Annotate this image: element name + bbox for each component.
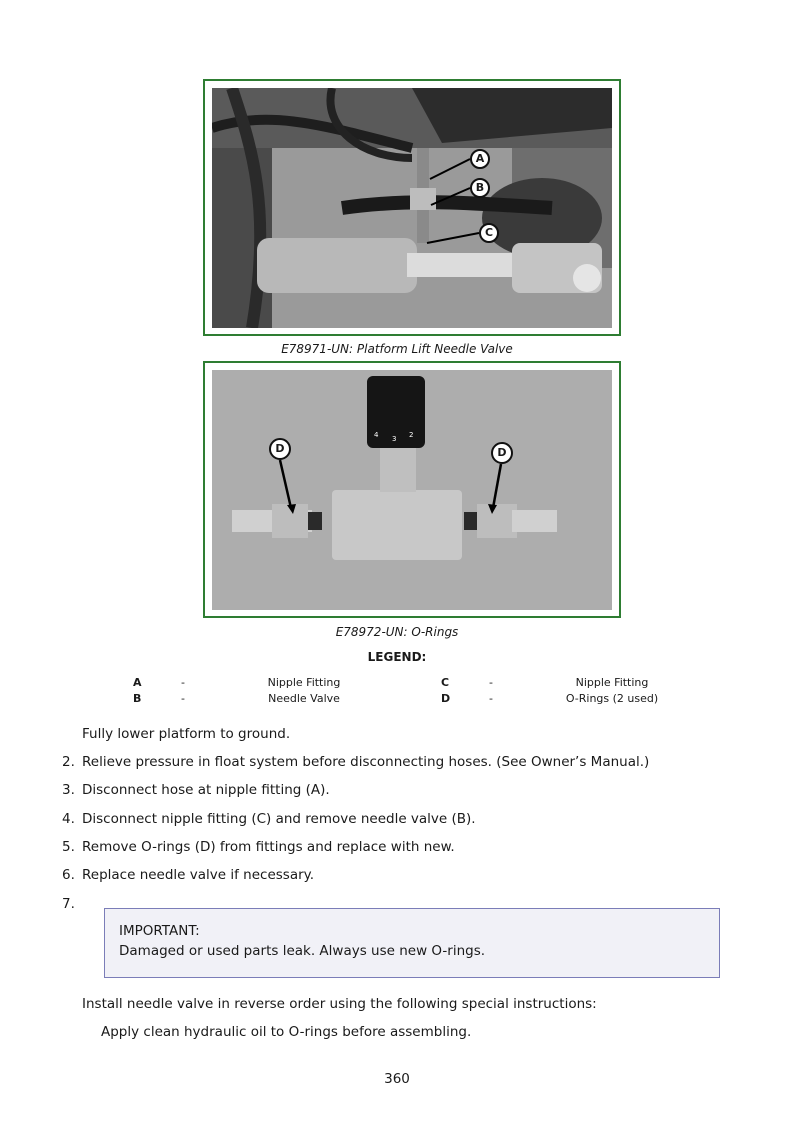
figure-platform-lift-needle-valve (203, 79, 621, 336)
step-number: 5. (62, 839, 75, 855)
callout-b: B (470, 178, 490, 198)
dial-number-3: 3 (392, 435, 397, 443)
important-title: IMPORTANT: (119, 923, 200, 939)
legend-row (0, 692, 794, 708)
figure-caption-2: E78972-UN: O-Rings (335, 625, 459, 639)
legend-title: LEGEND: (367, 650, 427, 664)
legend-value: Nipple Fitting (575, 676, 649, 689)
step-text: Remove O-rings (D) from fittings and replace with new. (82, 839, 455, 855)
legend-row (0, 676, 794, 692)
legend-dash: - (181, 676, 185, 689)
callout-a: A (470, 149, 490, 169)
figure-caption-1: E78971-UN: Platform Lift Needle Valve (281, 342, 513, 356)
legend-table (0, 676, 794, 708)
legend-value: Needle Valve (268, 692, 340, 705)
legend-dash: - (181, 692, 185, 705)
install-instruction: Install needle valve in reverse order using the following special instructions: (82, 996, 597, 1012)
legend-key: C (441, 676, 450, 689)
legend-key: B (133, 692, 142, 705)
page-number: 360 (384, 1071, 410, 1087)
important-callout (104, 908, 720, 978)
step-text: Relieve pressure in float system before disconnecting hoses. (See Owner’s Manual.) (82, 754, 650, 770)
figure-o-rings (203, 361, 621, 618)
dial-number-2: 2 (409, 431, 414, 439)
legend-dash: - (489, 692, 493, 705)
step-number: 2. (62, 754, 75, 770)
step-number: 6. (62, 867, 75, 883)
step-intro: Fully lower platform to ground. (82, 726, 291, 742)
callout-arrows (205, 363, 623, 620)
step-number: 4. (62, 811, 75, 827)
important-text: Damaged or used parts leak. Always use new O-rings. (119, 943, 486, 959)
legend-value: O-Rings (2 used) (565, 692, 659, 705)
step-text: Disconnect hose at nipple fitting (A). (82, 782, 330, 798)
step-number: 7. (62, 896, 75, 912)
legend-key: D (441, 692, 451, 705)
legend-dash: - (489, 676, 493, 689)
legend-value: Nipple Fitting (267, 676, 341, 689)
callout-leader-lines (205, 81, 623, 338)
dial-number-4: 4 (374, 431, 379, 439)
legend-key: A (133, 676, 142, 689)
step-text: Disconnect nipple fitting (C) and remove needle valve (B). (82, 811, 476, 827)
callout-d-right: D (491, 442, 513, 464)
step-number: 3. (62, 782, 75, 798)
callout-d-left: D (269, 438, 291, 460)
apply-instruction: Apply clean hydraulic oil to O-rings before assembling. (101, 1024, 472, 1040)
step-text: Replace needle valve if necessary. (82, 867, 315, 883)
callout-c: C (479, 223, 499, 243)
